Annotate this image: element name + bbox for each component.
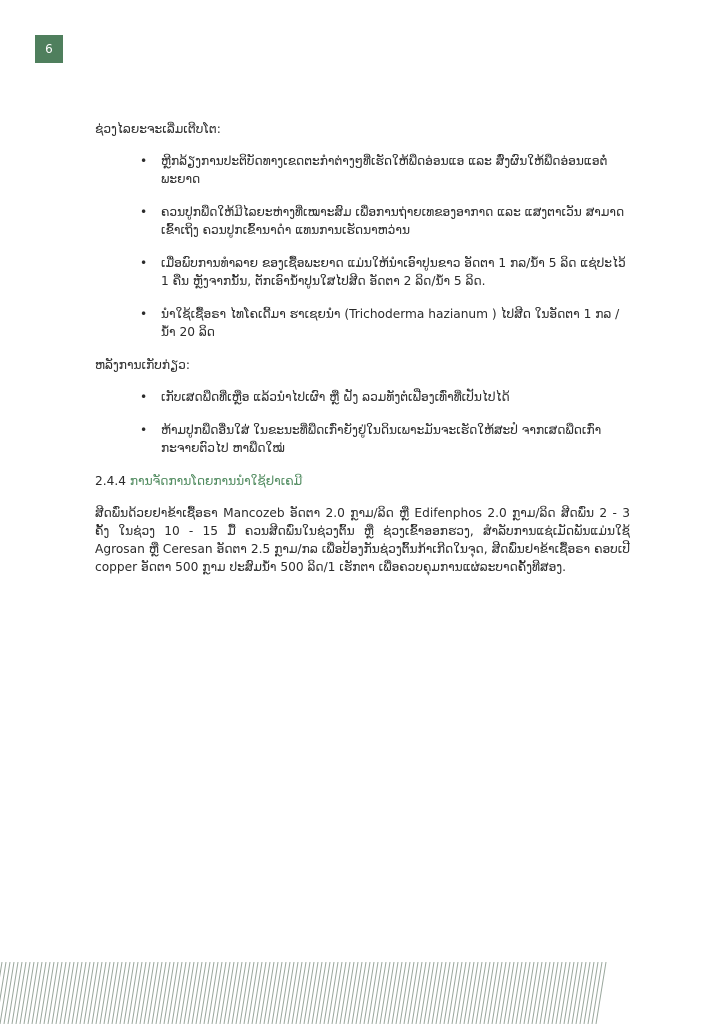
- list-item: [95, 388, 630, 406]
- bullet-icon: •: [140, 390, 148, 404]
- bullet-icon: •: [140, 154, 148, 168]
- document-body: [95, 120, 630, 590]
- list-item: [95, 152, 630, 188]
- list-item-text: ຄວນປູກພືດໃຫ້ມີໄລຍະຫ່າງທີ່ເໝາະສົມ ເພື່ອການຖ່າຍເທຂອງອາກາດ ແລະ ແສງຕາເວັນ ສາມາດເຂົ້າເຖິງ ຄວນປູກເຂົ້ານາດຳ ແທນການເຮັດນາຫວ່ານ: [161, 205, 625, 237]
- bullet-icon: •: [140, 423, 148, 437]
- list-item-text: ເມື່ອພົບການທຳລາຍ ຂອງເຊື້ອພະຍາດ ແມ່ນໃຫ້ນຳເອົາປູນຂາວ ອັດຕາ 1 ກລ/ນ້ຳ 5 ລິດ ແຊ່ປະໄວ້ 1 ຄືນ ຫຼັງຈາກນັ້ນ, ຕັກເອົານ້ຳປູນໃສໄປສີດ ອັດຕາ 2 ລິດ/ນ້ຳ 5 ລິດ.: [161, 256, 626, 288]
- growth-stage-list: [95, 152, 630, 341]
- subheading-number: 2.4.4: [95, 474, 127, 488]
- page-number-badge: 6: [35, 35, 63, 63]
- subheading-title: ການຈັດການໂດຍການນຳໃຊ້ຢາເຄມີ: [129, 474, 303, 488]
- chemical-control-paragraph: ສີດພົ່ນດ້ວຍຢາຂ້າເຊື້ອຣາ Mancozeb ອັດຕາ 2.0 ກຼາມ/ລິດ ຫຼື Edifenphos 2.0 ກຼາມ/ລິດ ສີດພົ່ນ 2 - 3 ຄັ້ງ ໃນຊ່ວງ 10 - 15 ມື້ ຄວນສີດພົ່ນໃນຊ່ວງຕົ້ນ ຫຼື ຊ່ວງເຂົ້າອອກຮວງ, ສຳລັບການແຊ່ເມັດພັນແມ່ນໃຊ້ Agrosan ຫຼື Ceresan ອັດຕາ 2.5 ກຼາມ/ກລ ເພື່ອປ້ອງກັນຊ່ວງຕົ້ນກ້າເກີດໃນຈຸດ, ສີດພົ່ນຢາຂ້າເຊື້ອຣາ ຄອບເປີ copper ອັດຕາ 500 ກຼາມ ປະສົມນ້ຳ 500 ລິດ/1 ເຮັກຕາ ເພື່ອຄວບຄຸມການແຜ່ລະບາດຄັ້ງທີສອງ.: [95, 506, 630, 574]
- list-item: [95, 203, 630, 239]
- list-item: [95, 421, 630, 457]
- bullet-icon: •: [140, 256, 148, 270]
- section-subheading: [95, 472, 630, 490]
- list-item-text: ຫຼີກລ້ຽງການປະຕິບັດທາງເຂດຕະກຳຕ່າງໆທີ່ເຮັດໃຫ້ພືດອ່ອນແອ ແລະ ສົ່ງຜົນໃຫ້ພືດອ່ອນແອຕໍ່ພະຍາດ: [161, 154, 608, 186]
- bullet-icon: •: [140, 307, 148, 321]
- bullet-icon: •: [140, 205, 148, 219]
- post-harvest-list: [95, 388, 630, 457]
- list-item-text: ນຳໃຊ້ເຊື້ອຣາ ໄທໂຄເດີ້ມາ ຮາເຊຍນຳ (Trichoderma hazianum ) ໄປສີດ ໃນອັດຕາ 1 ກລ /ນ້ຳ 20 ລິດ: [161, 307, 620, 339]
- list-item-text: ຫ້າມປູກພືດອື່ນໃສ່ ໃນຂະນະທີ່ພືດເກົ່າຍັງຢູ່ໃນດິນເພາະມັນຈະເຮັດໃຫ້ສະປໍ ຈາກເສດພືດເກົ່າກະຈາຍຕົວໄປ ຫາພືດໃໝ່: [161, 423, 602, 455]
- list-item: [95, 305, 630, 341]
- post-harvest-heading: ຫລັງການເກັບກ່ຽວ:: [95, 358, 190, 372]
- list-item: [95, 254, 630, 290]
- growth-stage-heading: ຊ່ວງໄລຍະຈະເລີ່ມເຕີບໂຕ:: [95, 122, 221, 136]
- decorative-stripes: [0, 962, 725, 1024]
- list-item-text: ເກັບເສດພືດທີ່ເຫຼືອ ແລ້ວນຳໄປເຜົາ ຫຼື ຝັງ ລວມທັງຕໍເຟືອງເທົ່າທີ່ເປັນໄປໄດ້: [161, 390, 510, 404]
